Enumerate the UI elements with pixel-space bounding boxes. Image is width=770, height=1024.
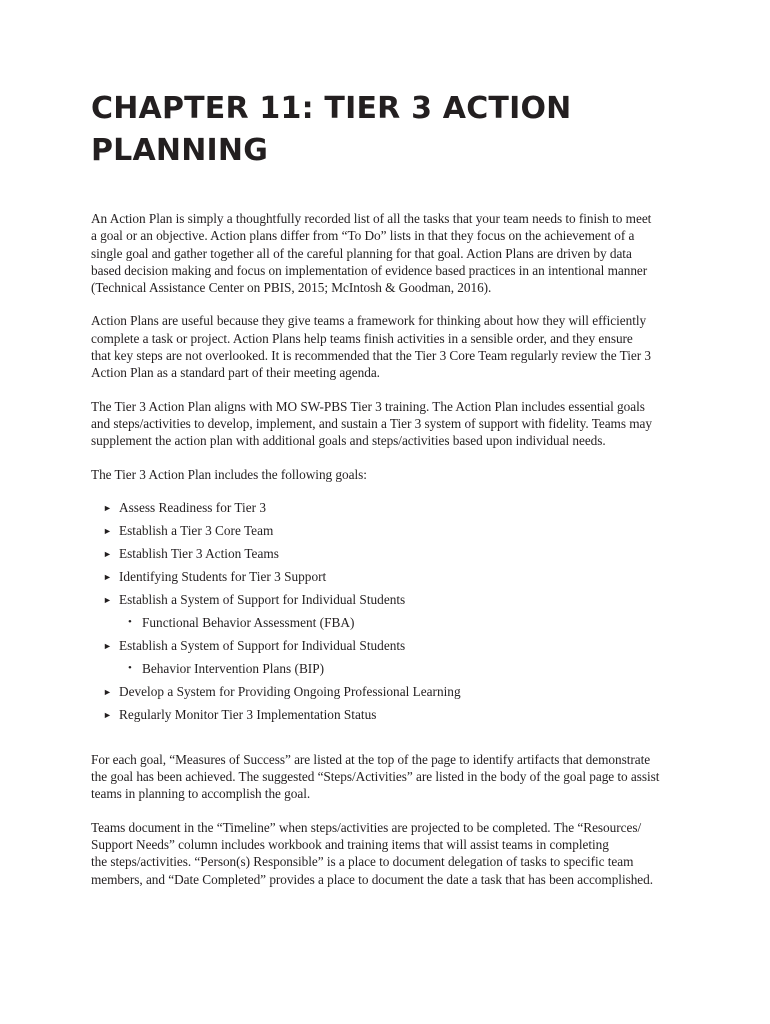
paragraph-line: The Tier 3 Action Plan aligns with MO SW-PBS Tier 3 training. The Action Plan includes essential goals: [91, 398, 645, 414]
paragraph-line: An Action Plan is simply a thoughtfully recorded list of all the tasks that your team needs to finish to meet: [91, 211, 652, 226]
goal-label: Assess Readiness for Tier 3: [119, 499, 267, 515]
goal-sub-label: Behavior Intervention Plans (BIP): [142, 660, 325, 676]
triangle-bullet-icon: ►: [103, 594, 112, 605]
goal-label: Establish a Tier 3 Core Team: [119, 522, 274, 538]
paragraph-line: the steps/activities. “Person(s) Responsible” is a place to document delegation of tasks to specific team: [91, 854, 634, 870]
intro-paragraph: [91, 210, 683, 296]
paragraph-line: Action Plans are useful because they give teams a framework for thinking about how they will efficiently: [91, 313, 647, 329]
paragraph-line: that key steps are not overlooked. It is recommended that the Tier 3 Core Team regularly review the Tier 3: [91, 348, 651, 364]
paragraph-line: supplement the action plan with additional goals and steps/activities based upon individual needs.: [91, 433, 606, 449]
paragraph-line: Support Needs” column includes workbook and training items that will assist teams in completing: [91, 837, 609, 853]
goal-sub-item: [91, 614, 683, 637]
dot-bullet-icon: •: [128, 615, 132, 628]
paragraph-line: Teams document in the “Timeline” when steps/activities are projected to be completed. The “Resources/: [91, 819, 642, 835]
page-content: [91, 88, 683, 904]
goal-sub-label: Functional Behavior Assessment (FBA): [142, 614, 355, 630]
dot-bullet-icon: •: [128, 661, 132, 674]
goal-item: [91, 568, 683, 591]
paragraph-line: and steps/activities to develop, implement, and sustain a Tier 3 system of support with fidelity. Teams may: [91, 415, 652, 431]
goal-label: Develop a System for Providing Ongoing Professional Learning: [119, 683, 461, 699]
paragraph-line: teams in planning to accomplish the goal.: [91, 786, 311, 802]
paragraph-line: Action Plan as a standard part of their meeting agenda.: [91, 365, 380, 381]
goal-item: [91, 522, 683, 545]
alignment-paragraph: [91, 398, 683, 450]
goal-label: Regularly Monitor Tier 3 Implementation Status: [119, 706, 377, 722]
paragraph-line: the goal has been achieved. The suggested “Steps/Activities” are listed in the body of the goal page to assist: [91, 769, 660, 785]
triangle-bullet-icon: ►: [103, 709, 112, 720]
goal-label: Identifying Students for Tier 3 Support: [119, 568, 327, 584]
paragraph-line: single goal and gather together all of the careful planning for that goal. Action Plans are driven by data: [91, 245, 632, 261]
paragraph-line: complete a task or project. Action Plans help teams finish activities in a sensible order, and they ensure: [91, 330, 633, 346]
triangle-bullet-icon: ►: [103, 502, 112, 513]
goal-label: Establish Tier 3 Action Teams: [119, 545, 279, 561]
goal-item: [91, 637, 683, 660]
chapter-title-line-2: PLANNING: [91, 133, 269, 168]
goal-item: [91, 545, 683, 568]
goals-intro-paragraph: [91, 466, 683, 483]
goal-label: Establish a System of Support for Individual Students: [119, 591, 406, 607]
paragraph-line: based decision making and focus on implementation of evidence based practices in an intentional manner: [91, 262, 648, 278]
triangle-bullet-icon: ►: [103, 571, 112, 582]
goals-list: [91, 499, 683, 729]
paragraph-line: a goal or an objective. Action plans differ from “To Do” lists in that they focus on the achievement of a: [91, 228, 635, 244]
triangle-bullet-icon: ►: [103, 548, 112, 559]
goal-sub-item: [91, 660, 683, 683]
goal-item: [91, 683, 683, 706]
triangle-bullet-icon: ►: [103, 640, 112, 651]
paragraph-line: (Technical Assistance Center on PBIS, 2015; McIntosh & Goodman, 2016).: [91, 280, 492, 296]
chapter-title-line-1: CHAPTER 11: TIER 3 ACTION: [91, 91, 572, 126]
goal-label: Establish a System of Support for Individual Students: [119, 637, 406, 653]
paragraph-line: For each goal, “Measures of Success” are listed at the top of the page to identify artifacts that demonstrate: [91, 751, 651, 767]
triangle-bullet-icon: ►: [103, 686, 112, 697]
chapter-title: [91, 88, 683, 172]
goal-item: [91, 591, 683, 614]
triangle-bullet-icon: ►: [103, 525, 112, 536]
paragraph-line: members, and “Date Completed” provides a place to document the date a task that has been accomplished.: [91, 871, 654, 887]
measures-paragraph: [91, 751, 683, 803]
goal-item: [91, 499, 683, 522]
paragraph-line: The Tier 3 Action Plan includes the following goals:: [91, 466, 367, 482]
goal-item: [91, 706, 683, 729]
usefulness-paragraph: [91, 312, 683, 381]
timeline-paragraph: [91, 819, 683, 888]
